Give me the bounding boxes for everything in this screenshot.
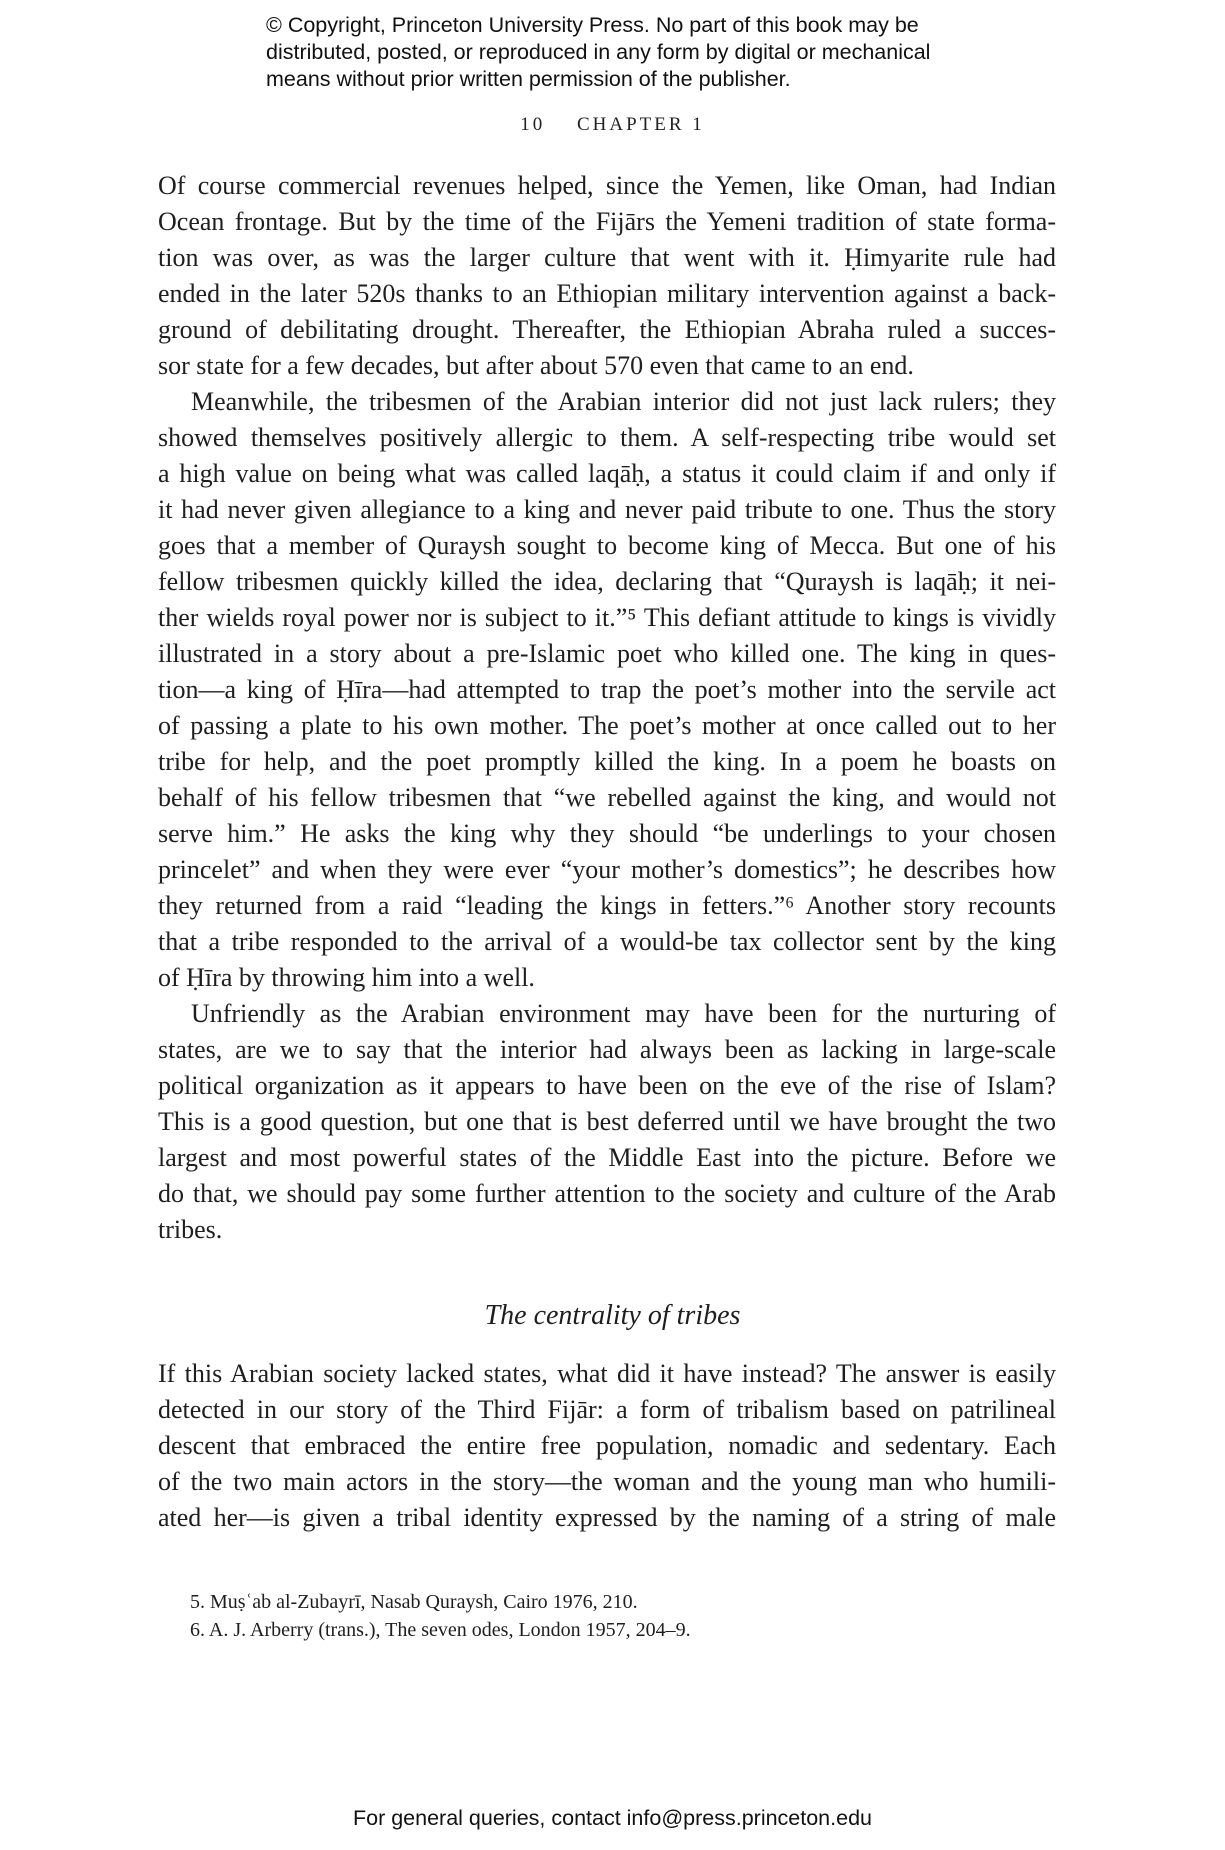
- text-line: detected in our story of the Third Fijār: a form of tribalism based on patrilineal: [158, 1395, 1056, 1424]
- text-line: showed themselves positively allergic to them. A self-respecting tribe would set: [158, 423, 1056, 452]
- paragraph-1: [158, 168, 1056, 384]
- footnote: 6. A. J. Arberry (trans.), The seven odes, London 1957, 204–9.: [190, 1619, 691, 1641]
- footer-contact: For general queries, contact info@press.princeton.edu: [352, 1806, 872, 1830]
- text-line: of Ḥīra by throwing him into a well.: [158, 963, 535, 992]
- text-line: goes that a member of Quraysh sought to become king of Mecca. But one of his: [158, 531, 1056, 560]
- text-line: states, are we to say that the interior had always been as lacking in large-scale: [158, 1035, 1056, 1064]
- text-line: that a tribe responded to the arrival of a would-be tax collector sent by the king: [158, 927, 1056, 956]
- text-line: serve him.” He asks the king why they should “be underlings to your chosen: [158, 819, 1056, 848]
- text-line: ther wields royal power nor is subject to it.”⁵ This defiant attitude to kings is vividly: [158, 603, 1056, 632]
- text-line: do that, we should pay some further attention to the society and culture of the Arab: [158, 1179, 1056, 1208]
- text-line: of passing a plate to his own mother. The poet’s mother at once called out to her: [158, 711, 1056, 740]
- chapter-label: CHAPTER 1: [576, 114, 705, 135]
- copyright-line: distributed, posted, or reproduced in any form by digital or mechanical: [266, 40, 931, 64]
- text-line: This is a good question, but one that is best deferred until we have brought the two: [158, 1107, 1056, 1136]
- copyright-line: means without prior written permission of the publisher.: [266, 67, 791, 91]
- text-line: of the two main actors in the story—the woman and the young man who humili-: [158, 1467, 1056, 1496]
- text-line: fellow tribesmen quickly killed the idea, declaring that “Quraysh is laqāḥ; it nei-: [158, 567, 1056, 596]
- text-line: sor state for a few decades, but after about 570 even that came to an end.: [158, 351, 914, 380]
- text-line: it had never given allegiance to a king and never paid tribute to one. Thus the story: [158, 495, 1056, 524]
- text-line: behalf of his fellow tribesmen that “we rebelled against the king, and would not: [158, 783, 1056, 812]
- running-head: [0, 114, 1225, 136]
- text-line: Ocean frontage. But by the time of the Fijārs the Yemeni tradition of state forma-: [158, 207, 1056, 236]
- text-line: Of course commercial revenues helped, since the Yemen, like Oman, had Indian: [158, 171, 1056, 200]
- text-line: ated her—is given a tribal identity expressed by the naming of a string of male: [158, 1503, 1056, 1532]
- text-line: descent that embraced the entire free population, nomadic and sedentary. Each: [158, 1431, 1056, 1460]
- text-line: If this Arabian society lacked states, what did it have instead? The answer is easily: [158, 1359, 1056, 1388]
- text-line: political organization as it appears to have been on the eve of the rise of Islam?: [158, 1071, 1056, 1100]
- section-heading: The centrality of tribes: [484, 1300, 741, 1331]
- paragraph-3: [158, 996, 1056, 1248]
- text-line: illustrated in a story about a pre-Islamic poet who killed one. The king in ques-: [158, 639, 1056, 668]
- page-number: 10: [520, 114, 546, 135]
- paragraph-2: [158, 384, 1056, 996]
- text-line: Unfriendly as the Arabian environment may have been for the nurturing of: [191, 999, 1056, 1028]
- text-line: princelet” and when they were ever “your mother’s domestics”; he describes how: [158, 855, 1056, 884]
- text-line: tribe for help, and the poet promptly killed the king. In a poem he boasts on: [158, 747, 1056, 776]
- footnote: 5. Muṣʿab al-Zubayrī, Nasab Quraysh, Cairo 1976, 210.: [190, 1591, 638, 1613]
- text-line: a high value on being what was called laqāḥ, a status it could claim if and only if: [158, 459, 1056, 488]
- text-line: they returned from a raid “leading the kings in fetters.”⁶ Another story recounts: [158, 891, 1056, 920]
- text-line: tion was over, as was the larger culture that went with it. Ḥimyarite rule had: [158, 243, 1056, 272]
- text-line: tribes.: [158, 1215, 223, 1244]
- text-line: largest and most powerful states of the Middle East into the picture. Before we: [158, 1143, 1056, 1172]
- text-line: Meanwhile, the tribesmen of the Arabian interior did not just lack rulers; they: [191, 387, 1056, 416]
- copyright-notice: [266, 12, 1026, 93]
- text-line: ended in the later 520s thanks to an Ethiopian military intervention against a back-: [158, 279, 1056, 308]
- footnotes: [190, 1588, 691, 1644]
- copyright-line: © Copyright, Princeton University Press. No part of this book may be: [266, 13, 919, 37]
- text-line: tion—a king of Ḥīra—had attempted to trap the poet’s mother into the servile act: [158, 675, 1056, 704]
- text-line: ground of debilitating drought. Thereafter, the Ethiopian Abraha ruled a succes-: [158, 315, 1056, 344]
- paragraph-4: [158, 1356, 1056, 1536]
